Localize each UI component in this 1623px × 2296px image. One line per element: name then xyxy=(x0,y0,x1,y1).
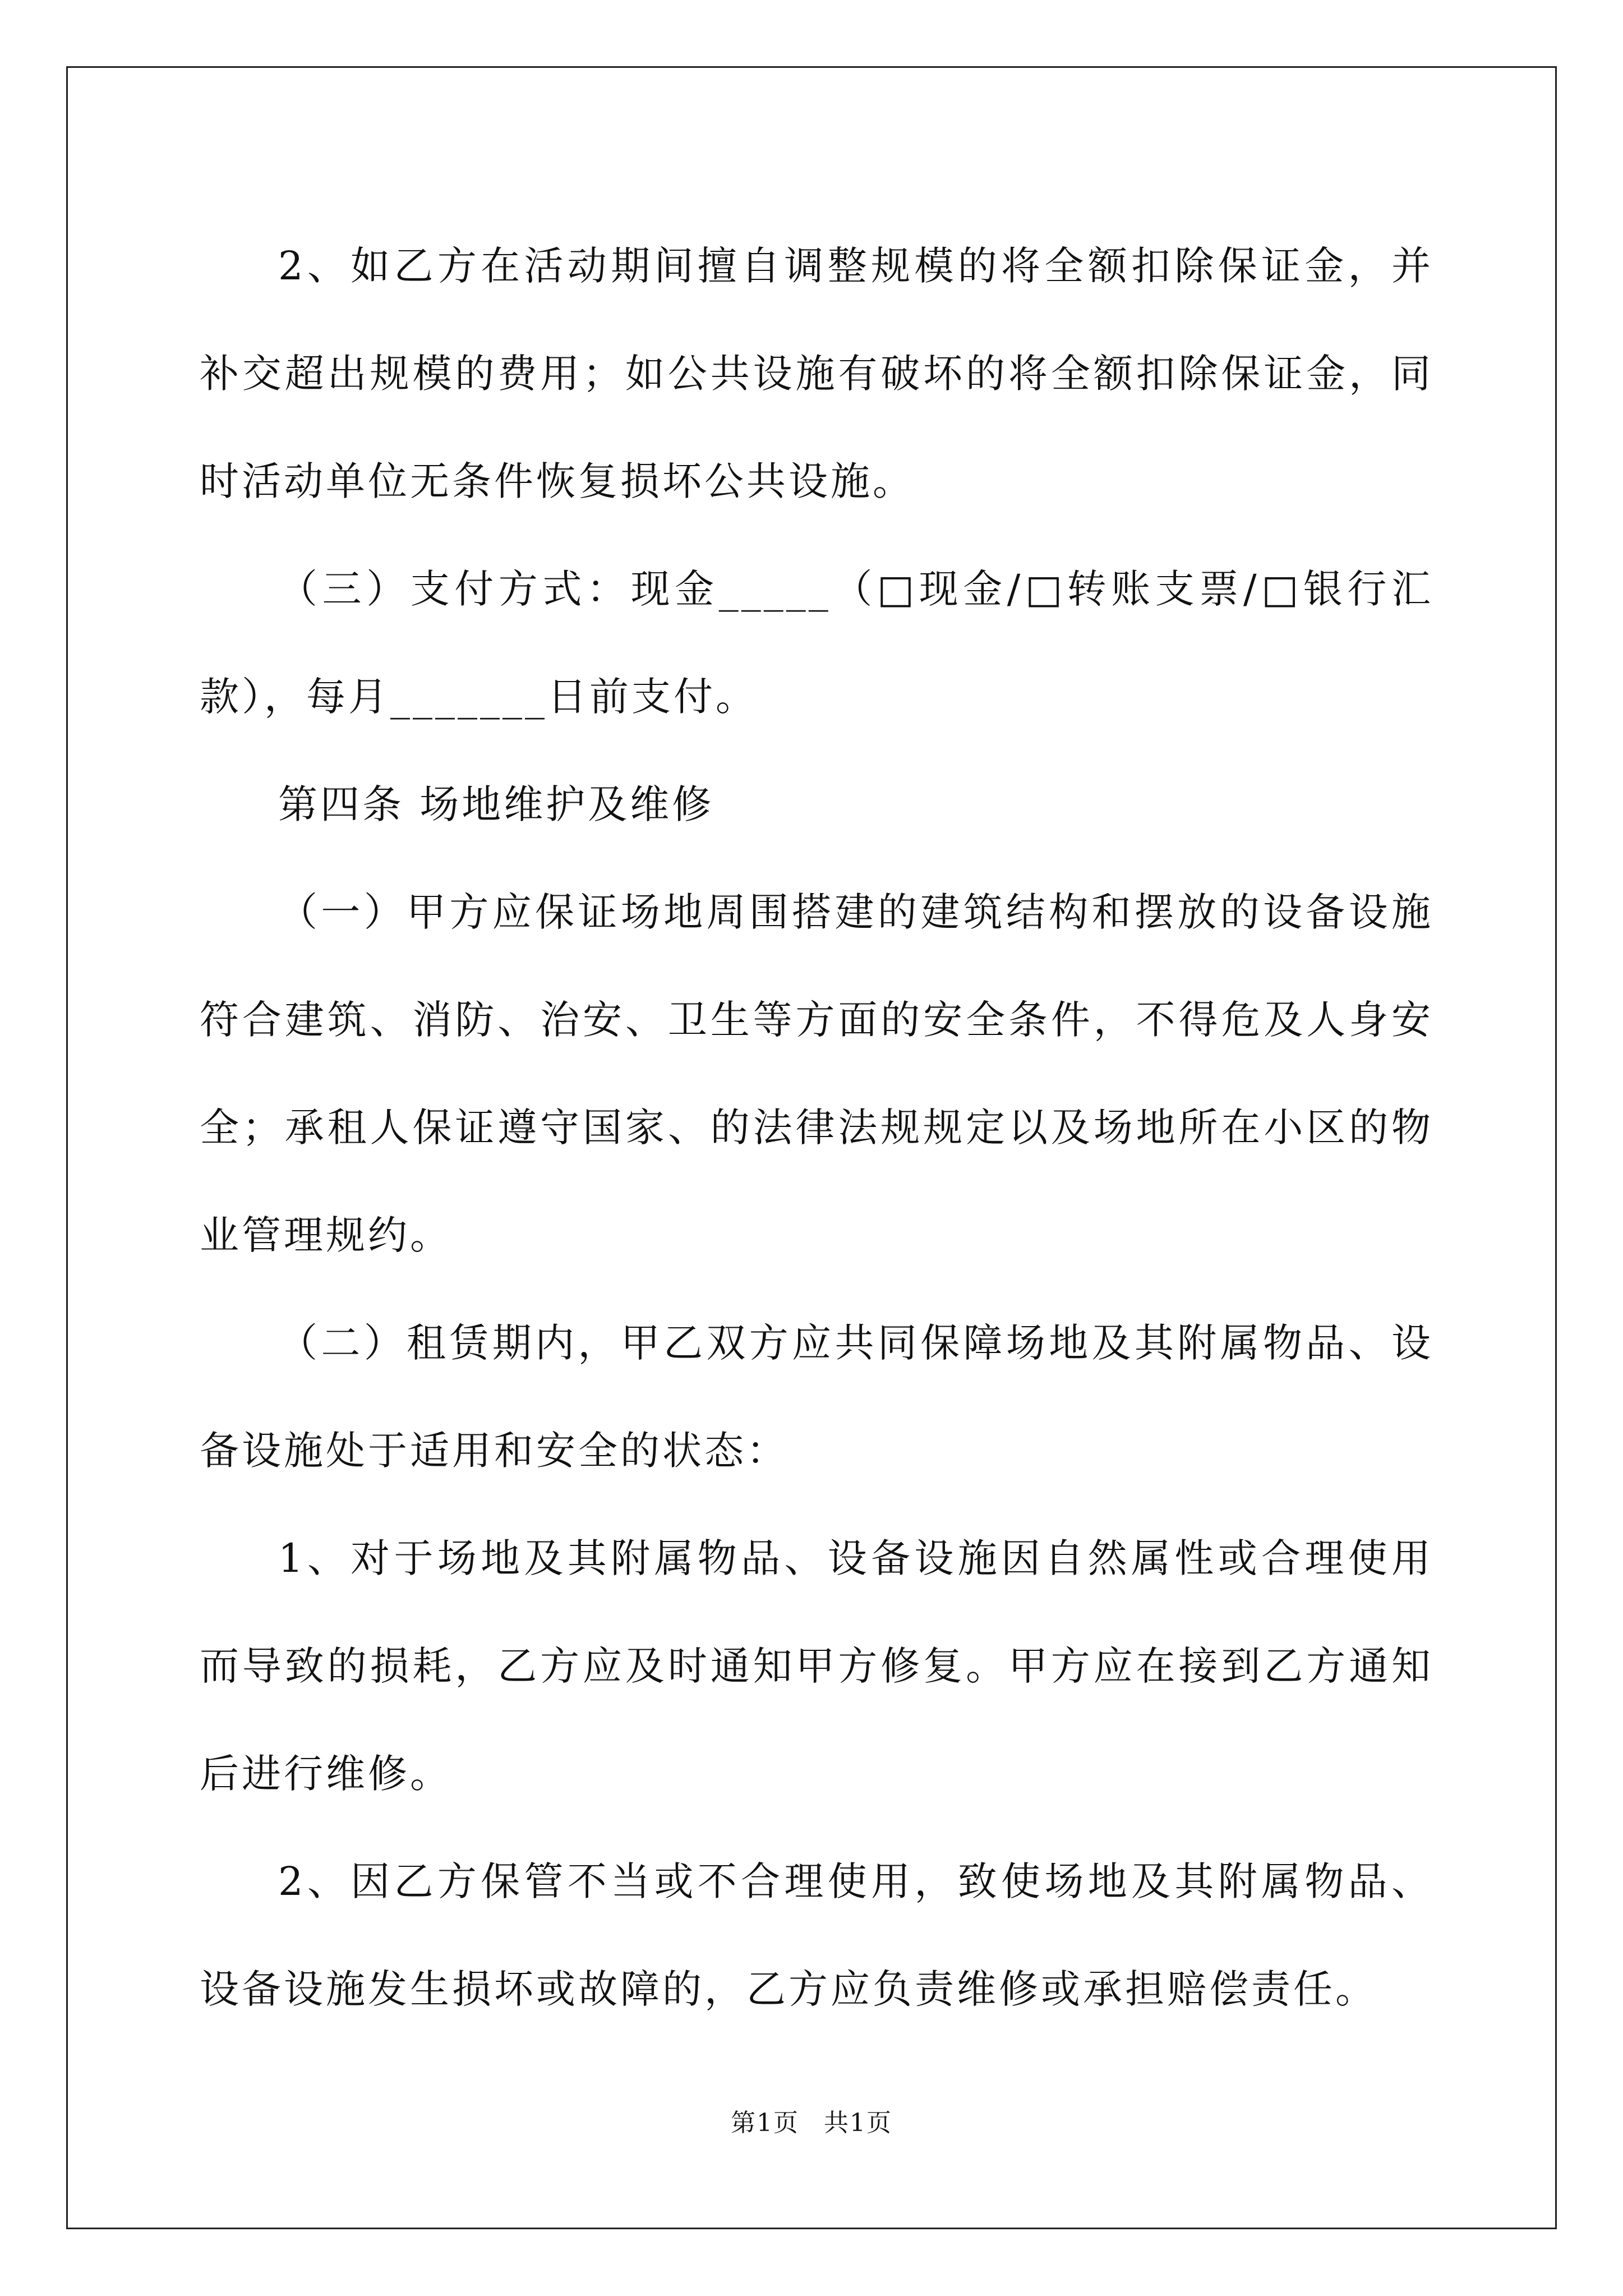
section-heading-article-4: 第四条 场地维护及维修 xyxy=(278,781,714,827)
paragraph-joint-maintenance: （二）租赁期内，甲乙双方应共同保障场地及其附属物品、设备设施处于适用和安全的状态： xyxy=(200,1320,1433,1474)
paragraph-natural-wear: 1、对于场地及其附属物品、设备设施因自然属性或合理使用而导致的损耗，乙方应及时通知甲方修复。甲方应在接到乙方通知后进行维修。 xyxy=(200,1535,1433,1797)
page-footer xyxy=(0,2102,1623,2138)
document-body xyxy=(200,212,1433,2043)
paragraph-deposit-deduction: 2、如乙方在活动期间擅自调整规模的将全额扣除保证金，并补交超出规模的费用；如公共设施有破坏的将全额扣除保证金，同时活动单位无条件恢复损坏公共设施。 xyxy=(200,243,1433,504)
paragraph-payment-method: （三）支付方式：现金_____（□现金/□转账支票/□银行汇款），每月_______日前支付。 xyxy=(200,566,1433,720)
page-number: 第1页 xyxy=(731,2109,799,2137)
paragraph-safety-conditions: （一）甲方应保证场地周围搭建的建筑结构和摆放的设备设施符合建筑、消防、治安、卫生等方面的安全条件，不得危及人身安全；承租人保证遵守国家、的法律法规规定以及场地所在小区的物业管理规约。 xyxy=(200,889,1433,1258)
paragraph-improper-use: 2、因乙方保管不当或不合理使用，致使场地及其附属物品、设备设施发生损坏或故障的，乙方应负责维修或承担赔偿责任。 xyxy=(200,1858,1433,2012)
page-total: 共1页 xyxy=(824,2109,892,2137)
